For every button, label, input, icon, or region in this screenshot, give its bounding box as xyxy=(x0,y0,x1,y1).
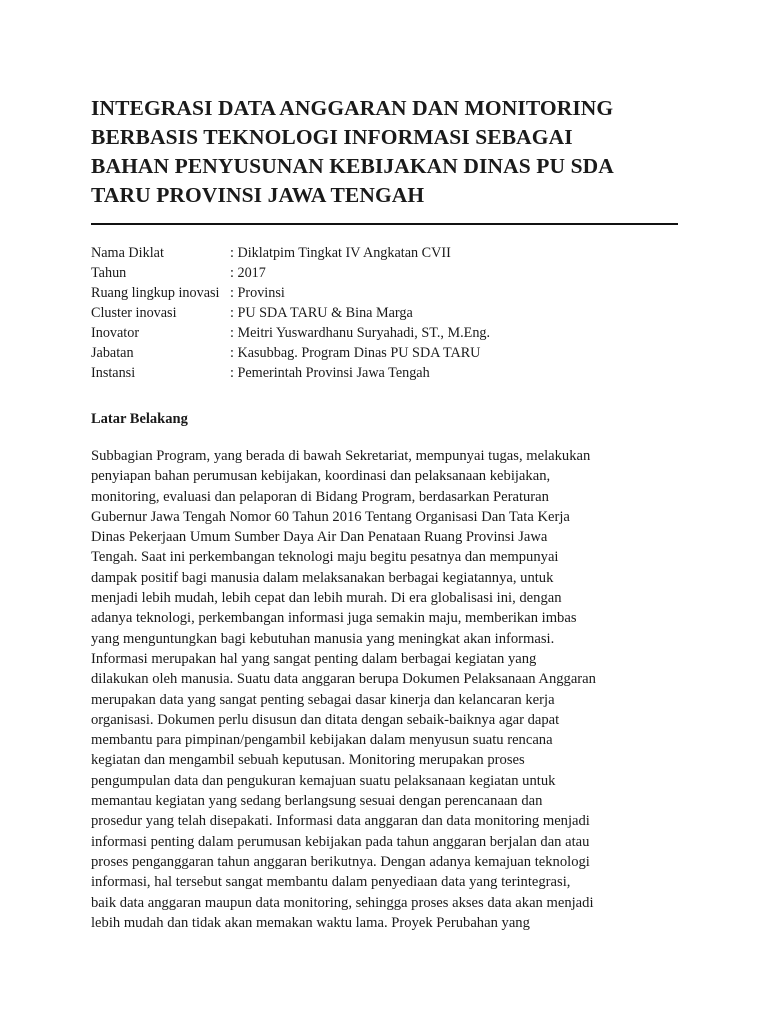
body-line: prosedur yang telah disepakati. Informasi data anggaran dan data monitoring menjadi xyxy=(91,813,590,830)
meta-label: Nama Diklat xyxy=(91,245,164,261)
title-line: BERBASIS TEKNOLOGI INFORMASI SEBAGAI xyxy=(91,125,573,149)
meta-row-tahun xyxy=(91,263,681,283)
meta-row-nama-diklat xyxy=(91,243,681,263)
body-line: Dinas Pekerjaan Umum Sumber Daya Air Dan Penataan Ruang Provinsi Jawa xyxy=(91,529,548,546)
meta-label: Inovator xyxy=(91,325,140,341)
meta-label: Cluster inovasi xyxy=(91,305,177,321)
meta-value: : Kasubbag. Program Dinas PU SDA TARU xyxy=(230,345,481,361)
meta-row-ruang-lingkup xyxy=(91,283,681,303)
body-line: adanya teknologi, perkembangan informasi juga semakin maju, memberikan imbas xyxy=(91,610,577,627)
meta-label: Ruang lingkup inovasi xyxy=(91,285,220,301)
body-line: dampak positif bagi manusia dalam melaksanakan berbagai kegiatannya, untuk xyxy=(91,569,554,586)
body-line: yang menguntungkan bagi kebutuhan manusia yang meningkat akan informasi. xyxy=(91,630,555,647)
title-line: BAHAN PENYUSUNAN KEBIJAKAN DINAS PU SDA xyxy=(91,154,614,178)
meta-value: : Meitri Yuswardhanu Suryahadi, ST., M.Eng. xyxy=(230,325,491,341)
meta-label: Tahun xyxy=(91,265,127,281)
meta-row-cluster xyxy=(91,303,681,323)
body-line: penyiapan bahan perumusan kebijakan, koordinasi dan pelaksanaan kebijakan, xyxy=(91,468,551,485)
body-line: Subbagian Program, yang berada di bawah Sekretariat, mempunyai tugas, melakukan xyxy=(91,448,591,464)
body-paragraph xyxy=(91,446,681,933)
body-line: Informasi merupakan hal yang sangat penting dalam berbagai kegiatan yang xyxy=(91,650,537,667)
body-line: lebih mudah dan tidak akan memakan waktu lama. Proyek Perubahan yang xyxy=(91,914,530,931)
section-heading: Latar Belakang xyxy=(91,411,188,427)
body-line: Tengah. Saat ini perkembangan teknologi maju begitu pesatnya dan mempunyai xyxy=(91,549,559,566)
meta-row-jabatan xyxy=(91,343,681,363)
body-line: menjadi lebih mudah, lebih cepat dan lebih murah. Di era globalisasi ini, dengan xyxy=(91,590,562,607)
document-title xyxy=(91,94,681,210)
meta-label: Instansi xyxy=(91,365,136,381)
meta-value: : Diklatpim Tingkat IV Angkatan CVII xyxy=(230,245,451,261)
title-divider xyxy=(91,223,678,225)
meta-value: : Provinsi xyxy=(230,285,285,301)
body-line: dilakukan oleh manusia. Suatu data anggaran berupa Dokumen Pelaksanaan Anggaran xyxy=(91,671,596,688)
body-line: monitoring, evaluasi dan pelaporan di Bidang Program, berdasarkan Peraturan xyxy=(91,488,549,505)
meta-label: Jabatan xyxy=(91,345,134,361)
body-line: membantu para pimpinan/pengambil kebijakan dalam menyusun suatu rencana xyxy=(91,732,553,749)
body-line: memantau kegiatan yang sedang berlangsung sesuai dengan perencanaan dan xyxy=(91,793,543,810)
metadata-table xyxy=(91,243,681,383)
body-line: merupakan data yang sangat penting sebagai dasar kinerja dan kelancaran kerja xyxy=(91,691,555,708)
title-line: INTEGRASI DATA ANGGARAN DAN MONITORING xyxy=(91,96,614,120)
meta-row-inovator xyxy=(91,323,681,343)
meta-value: : 2017 xyxy=(230,265,266,281)
body-line: proses penganggaran tahun anggaran berikutnya. Dengan adanya kemajuan teknologi xyxy=(91,853,590,870)
body-line: informasi penting dalam perumusan kebijakan pada tahun anggaran berjalan dan atau xyxy=(91,833,590,850)
meta-value: : PU SDA TARU & Bina Marga xyxy=(230,305,413,321)
document-page xyxy=(91,94,681,933)
body-line: informasi, hal tersebut sangat membantu dalam penyediaan data yang terintegrasi, xyxy=(91,874,571,891)
body-line: Gubernur Jawa Tengah Nomor 60 Tahun 2016 Tentang Organisasi Dan Tata Kerja xyxy=(91,508,570,525)
title-line: TARU PROVINSI JAWA TENGAH xyxy=(91,183,425,207)
body-line: kegiatan dan mengambil sebuah keputusan. Monitoring merupakan proses xyxy=(91,752,525,769)
body-line: pengumpulan data dan pengukuran kemajuan suatu pelaksanaan kegiatan untuk xyxy=(91,772,556,789)
meta-value: : Pemerintah Provinsi Jawa Tengah xyxy=(230,365,430,381)
body-line: baik data anggaran maupun data monitoring, sehingga proses akses data akan menjadi xyxy=(91,894,594,911)
body-line: organisasi. Dokumen perlu disusun dan ditata dengan sebaik-baiknya agar dapat xyxy=(91,711,560,728)
meta-row-instansi xyxy=(91,363,681,383)
